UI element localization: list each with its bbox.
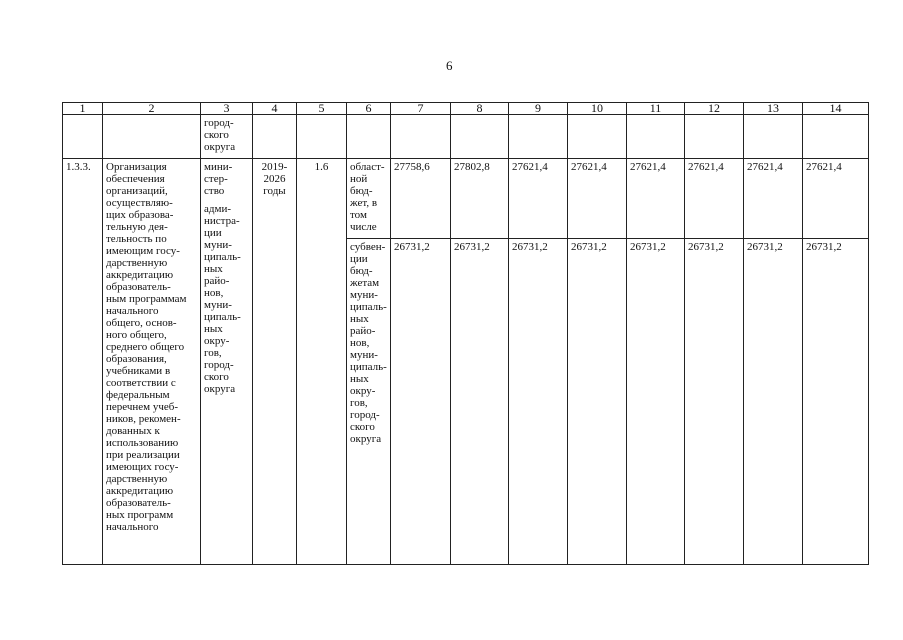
value-cell: 27621,4	[568, 159, 627, 239]
value-cell: 26731,2	[391, 239, 451, 565]
executor-continuation: город- ского округа	[201, 115, 253, 159]
value-cell: 27621,4	[744, 159, 803, 239]
item-row-regional-budget	[63, 159, 869, 239]
continuation-row	[63, 115, 869, 159]
value-cell: 26731,2	[685, 239, 744, 565]
table-cell	[347, 115, 391, 159]
item-indicator: 1.6	[297, 159, 347, 565]
column-number: 1	[63, 103, 103, 115]
item-id: 1.3.3.	[63, 159, 103, 565]
budget-table	[62, 102, 869, 565]
table-cell	[803, 115, 869, 159]
column-number: 5	[297, 103, 347, 115]
value-cell: 26731,2	[451, 239, 509, 565]
value-cell: 26731,2	[744, 239, 803, 565]
column-number: 14	[803, 103, 869, 115]
table-cell	[627, 115, 685, 159]
value-cell: 26731,2	[509, 239, 568, 565]
column-number: 2	[103, 103, 201, 115]
column-number: 11	[627, 103, 685, 115]
table-cell	[391, 115, 451, 159]
value-cell: 26731,2	[627, 239, 685, 565]
value-cell: 27621,4	[509, 159, 568, 239]
column-number: 4	[253, 103, 297, 115]
table-cell	[744, 115, 803, 159]
page-number: 6	[446, 58, 453, 73]
item-period: 2019- 2026 годы	[253, 159, 297, 565]
value-cell: 27621,4	[803, 159, 869, 239]
table-cell	[103, 115, 201, 159]
column-number: 8	[451, 103, 509, 115]
value-cell: 27758,6	[391, 159, 451, 239]
value-cell: 27621,4	[627, 159, 685, 239]
column-number: 3	[201, 103, 253, 115]
funding-source: област- ной бюд- жет, в том числе	[347, 159, 391, 239]
executor-ministry: мини- стер- ство	[204, 161, 233, 197]
value-cell: 27621,4	[685, 159, 744, 239]
item-description: Организация обеспечения организаций, осуществляю- щих образова- тельную дея- тельность по имеющим госу- дарственную аккредитацию образователь- ным программам начального общего, основ- ного общего, среднего общего образования, учебниками в соответствии с федеральным перечнем учеб- ников, рекомен- дованных к использованию при реализации имеющих госу- дарственную аккредитацию образователь- ных программ начального	[103, 159, 201, 565]
column-number: 10	[568, 103, 627, 115]
column-number: 12	[685, 103, 744, 115]
table-cell	[451, 115, 509, 159]
item-executor	[201, 159, 253, 565]
table-cell	[685, 115, 744, 159]
funding-source: субвен- ции бюд- жетам муни- ципаль- ных райо- нов, муни- ципаль- ных окру- гов, город- ского округа	[347, 239, 391, 565]
column-number-row	[63, 103, 869, 115]
table-cell	[63, 115, 103, 159]
column-number: 9	[509, 103, 568, 115]
table-cell	[253, 115, 297, 159]
executor-administrations: адми- нистра- ции муни- ципаль- ных райо- нов, муни- ципаль- ных окру- гов, город- ского округа	[204, 203, 241, 395]
column-number: 13	[744, 103, 803, 115]
table-cell	[509, 115, 568, 159]
value-cell: 26731,2	[568, 239, 627, 565]
table-cell	[568, 115, 627, 159]
column-number: 6	[347, 103, 391, 115]
column-number: 7	[391, 103, 451, 115]
table-cell	[297, 115, 347, 159]
value-cell: 26731,2	[803, 239, 869, 565]
value-cell: 27802,8	[451, 159, 509, 239]
